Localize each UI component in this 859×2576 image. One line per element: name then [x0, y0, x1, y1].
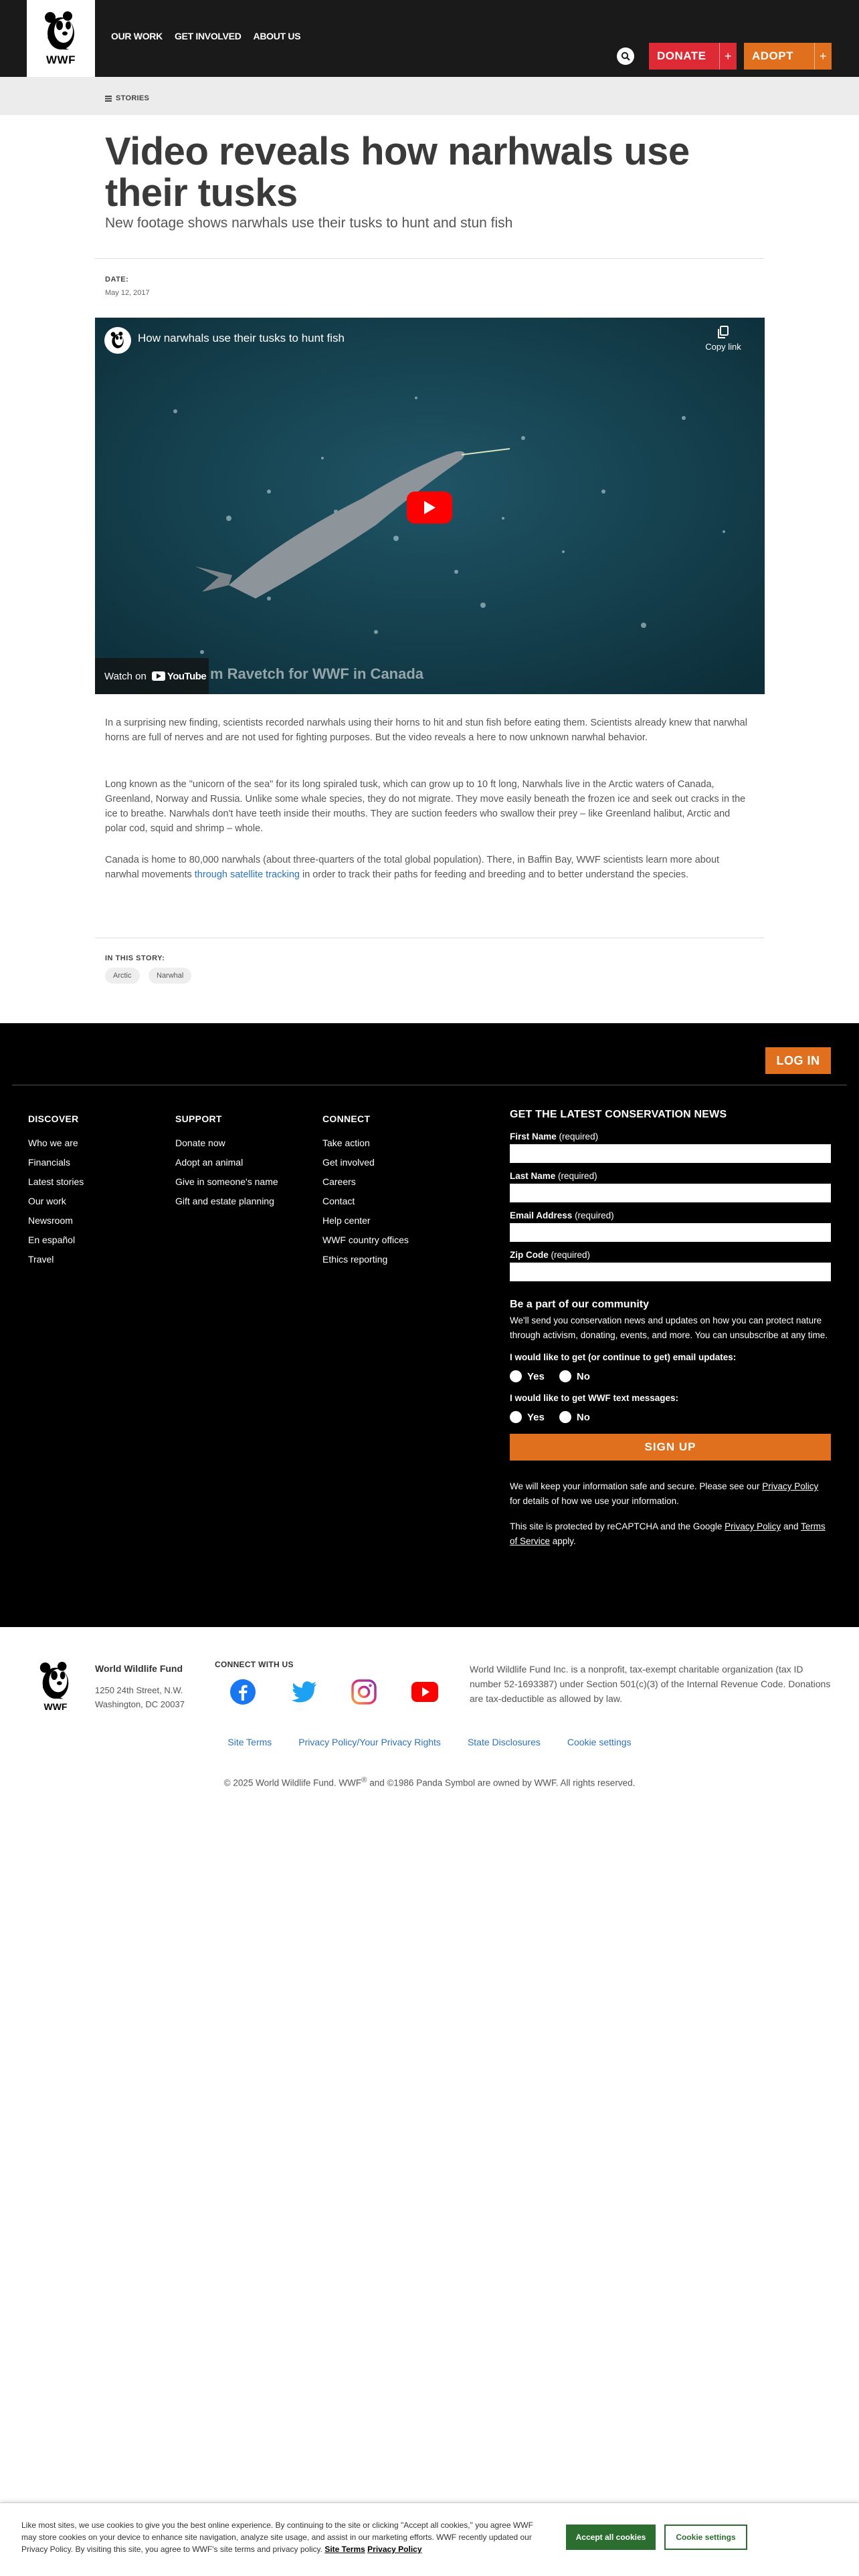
plus-icon: +: [814, 43, 832, 70]
search-button[interactable]: [617, 47, 634, 65]
footer-link-donate-now[interactable]: Donate now: [175, 1138, 225, 1148]
connect-heading: CONNECT: [322, 1113, 371, 1124]
email-yes-radio[interactable]: Yes: [510, 1370, 545, 1382]
cookie-site-terms-link[interactable]: Site Terms: [324, 2545, 365, 2554]
page-subtitle: New footage shows narwhals use their tusks to hunt and stun fish: [105, 215, 513, 231]
breadcrumb-label: STORIES: [116, 94, 150, 102]
cookie-settings-button[interactable]: Cookie settings: [664, 2525, 747, 2550]
breadcrumb[interactable]: [105, 94, 149, 102]
first-name-label: First Name (required): [510, 1132, 599, 1142]
article-paragraph-3: [105, 853, 749, 882]
copyright: © 2025 World Wildlife Fund. WWF® and ©1986 Panda Symbol are owned by WWF. All rights reserved.: [223, 1776, 636, 1788]
site-terms-link[interactable]: Site Terms: [227, 1737, 272, 1747]
list-icon: [105, 96, 112, 102]
footer-link-ethics[interactable]: Ethics reporting: [322, 1254, 388, 1265]
youtube-wordmark: YouTube: [167, 670, 207, 682]
email-updates-question: I would like to get (or continue to get) email updates:: [510, 1352, 737, 1362]
wwf-logo[interactable]: [27, 0, 95, 77]
date-label: DATE:: [105, 276, 129, 284]
footer-link-contact[interactable]: Contact: [322, 1196, 355, 1206]
state-disclosures-link[interactable]: State Disclosures: [467, 1737, 541, 1747]
watch-on-youtube-button[interactable]: [95, 658, 209, 694]
text-no-radio[interactable]: No: [559, 1411, 590, 1423]
footer-link-give-in-name[interactable]: Give in someone's name: [175, 1176, 278, 1187]
main-nav: [111, 31, 300, 41]
cookie-text: Like most sites, we use cookies to give you the best online experience. By continuing to the site or clicking "Accept all cookies," you agree WWF may store cookies on your device to enhance site navigation, analyze site usage, and assist in our marketing efforts. WWF recently updated our Privacy Policy. By visiting this site, you agree to WWF's site terms and privacy policy. Site Terms Privacy Policy: [21, 2520, 533, 2554]
email-no-radio[interactable]: No: [559, 1370, 590, 1382]
newsletter-heading: GET THE LATEST CONSERVATION NEWS: [510, 1109, 727, 1120]
radio-circle: [559, 1370, 571, 1382]
footer-link-latest-stories[interactable]: Latest stories: [28, 1176, 84, 1187]
cookie-settings-link[interactable]: Cookie settings: [567, 1737, 632, 1747]
first-name-field[interactable]: [510, 1144, 831, 1163]
channel-avatar[interactable]: [104, 327, 131, 354]
copy-icon: [717, 326, 729, 339]
email-label: Email Address (required): [510, 1210, 614, 1220]
video-player[interactable]: [95, 318, 765, 694]
footer-link-newsroom[interactable]: Newsroom: [28, 1215, 73, 1226]
footer-support: [175, 1113, 278, 1211]
footer-connect: [322, 1113, 409, 1269]
paragraph-text: in order to track their paths for feeding and breeding and to better understand the species.: [299, 869, 689, 880]
cookie-privacy-policy-link[interactable]: Privacy Policy: [367, 2545, 422, 2554]
footer-link-our-work[interactable]: Our work: [28, 1196, 66, 1206]
page-title: Video reveals how narhwals use their tusks: [105, 130, 690, 215]
logo-text: WWF: [46, 53, 76, 66]
date-value: May 12, 2017: [105, 289, 150, 297]
community-text: We'll send you conservation news and updates on how you can protect nature through activism, donating, events, and more. You can unsubscribe at any time.: [510, 1315, 828, 1340]
youtube-play-icon: [152, 671, 165, 681]
zip-label: Zip Code (required): [510, 1250, 591, 1260]
play-icon: [423, 500, 436, 515]
privacy-policy-link[interactable]: Privacy Policy: [762, 1481, 819, 1491]
legal-text: World Wildlife Fund Inc. is a nonprofit, tax-exempt charitable organization (tax ID number 52-1693387) under Section 501(c)(3) of the Internal Revenue Code. Donations are tax-deductible as allowed by law.: [470, 1664, 831, 1704]
search-icon: [621, 51, 630, 61]
twitter-icon[interactable]: [291, 1679, 318, 1705]
satellite-tracking-link[interactable]: through satellite tracking: [194, 869, 300, 880]
adopt-button[interactable]: [744, 43, 832, 70]
copy-link-label: Copy link: [705, 342, 741, 352]
community-heading: Be a part of our community: [510, 1299, 650, 1310]
donate-label: DONATE: [657, 49, 706, 62]
footer-link-who-we-are[interactable]: Who we are: [28, 1138, 78, 1148]
tag-narwhal[interactable]: Narwhal: [149, 968, 191, 984]
last-name-field[interactable]: [510, 1184, 831, 1202]
facebook-icon[interactable]: [229, 1679, 256, 1705]
zip-field[interactable]: [510, 1263, 831, 1281]
legal-links: [0, 1737, 859, 1747]
footer-link-get-involved[interactable]: Get involved: [322, 1157, 375, 1168]
privacy-rights-link[interactable]: Privacy Policy/Your Privacy Rights: [298, 1737, 441, 1747]
paragraph-text: Canada is home to 80,000 narwhals (about three-quarters of the total global population). There, in Baffin Bay, WWF scientists learn more about narwhal movements: [105, 855, 720, 880]
youtube-icon[interactable]: [411, 1679, 438, 1705]
plus-icon: +: [719, 43, 737, 70]
privacy-note: We will keep your information safe and secure. Please see our Privacy Policy for details of how we use your information.: [510, 1481, 819, 1506]
text-messages-options: [510, 1411, 831, 1423]
footer-link-gift-estate[interactable]: Gift and estate planning: [175, 1196, 274, 1206]
footer-link-careers[interactable]: Careers: [322, 1176, 356, 1187]
watch-on-label: Watch on: [104, 670, 147, 682]
youtube-logo: [152, 671, 206, 682]
login-button[interactable]: LOG IN: [765, 1047, 831, 1074]
footer-link-en-espanol[interactable]: En español: [28, 1235, 76, 1245]
site-header: [0, 0, 859, 77]
signup-button[interactable]: SIGN UP: [510, 1434, 831, 1461]
footer-discover: [28, 1113, 84, 1269]
text-yes-radio[interactable]: Yes: [510, 1411, 545, 1423]
email-field[interactable]: [510, 1223, 831, 1242]
footer-link-take-action[interactable]: Take action: [322, 1138, 370, 1148]
google-privacy-link[interactable]: Privacy Policy: [725, 1521, 781, 1531]
accept-cookies-button[interactable]: Accept all cookies: [566, 2525, 656, 2550]
nav-about-us[interactable]: ABOUT US: [253, 31, 301, 41]
radio-circle: [510, 1370, 522, 1382]
donate-button[interactable]: [649, 43, 737, 70]
radio-circle: [559, 1411, 571, 1423]
panda-icon: [41, 11, 81, 52]
copy-link-button[interactable]: [696, 326, 750, 352]
site-footer: [0, 1023, 859, 1627]
google-terms-link[interactable]: Terms of Service: [510, 1521, 826, 1546]
article-paragraph-2: Long known as the "unicorn of the sea" for its long spiraled tusk, which can grow up to 10 ft long, Narwhals live in the Arctic waters of Canada, Greenland, Norway and Russia. Unlike some whale species, they do not migrate. They move easily beneath the frozen ice and seek out cracks in the ice to breathe. Narwhals don't have teeth inside their mouths. They are suction feeders who swallow their prey – like Greenland halibut, Arctic and polar cod, squid and shrimp – whole.: [105, 779, 746, 834]
panda-icon: [109, 331, 126, 350]
footer-link-financials[interactable]: Financials: [28, 1157, 71, 1168]
newsletter-form: [510, 1109, 831, 1549]
recaptcha-note: This site is protected by reCAPTCHA and the Google Privacy Policy and Terms of Service apply.: [510, 1521, 826, 1546]
instagram-icon[interactable]: [351, 1679, 377, 1705]
last-name-label: Last Name (required): [510, 1171, 597, 1181]
logo-text: WWF: [43, 1701, 68, 1712]
connect-with-us-label: CONNECT WITH US: [215, 1660, 294, 1669]
play-button[interactable]: [407, 492, 452, 524]
tag-arctic[interactable]: Arctic: [105, 968, 140, 984]
nav-get-involved[interactable]: GET INVOLVED: [174, 31, 242, 41]
text-messages-question: I would like to get WWF text messages:: [510, 1393, 679, 1403]
footer-link-country-offices[interactable]: WWF country offices: [322, 1235, 409, 1245]
footer-link-help-center[interactable]: Help center: [322, 1215, 371, 1226]
cookie-banner: [0, 2502, 859, 2576]
video-credit: m Ravetch for WWF in Canada: [210, 665, 424, 682]
panda-icon: [36, 1661, 75, 1701]
footer-link-travel[interactable]: Travel: [28, 1254, 54, 1265]
radio-circle: [510, 1411, 522, 1423]
footer-link-adopt-an-animal[interactable]: Adopt an animal: [175, 1157, 244, 1168]
email-updates-options: [510, 1370, 831, 1382]
support-heading: SUPPORT: [175, 1113, 222, 1124]
breadcrumb-bar: [0, 77, 859, 115]
article-paragraph-1: In a surprising new finding, scientists recorded narwhals using their horns to hit and stun fish before eating them. Scientists already knew that narwhal horns are full of nerves and are not used for fighting purposes. But the video reveals a here to now unknown narwhal behavior.: [105, 718, 747, 743]
footer-wwf-logo[interactable]: [35, 1661, 76, 1715]
discover-heading: DISCOVER: [28, 1113, 79, 1124]
org-address: 1250 24th Street, N.W. Washington, DC 20037: [95, 1685, 185, 1709]
divider: [95, 258, 764, 259]
org-name: World Wildlife Fund: [95, 1663, 183, 1674]
nav-our-work[interactable]: OUR WORK: [111, 31, 163, 41]
tags-label: IN THIS STORY:: [105, 954, 165, 962]
video-title[interactable]: How narwhals use their tusks to hunt fish: [138, 332, 345, 344]
adopt-label: ADOPT: [752, 49, 793, 62]
